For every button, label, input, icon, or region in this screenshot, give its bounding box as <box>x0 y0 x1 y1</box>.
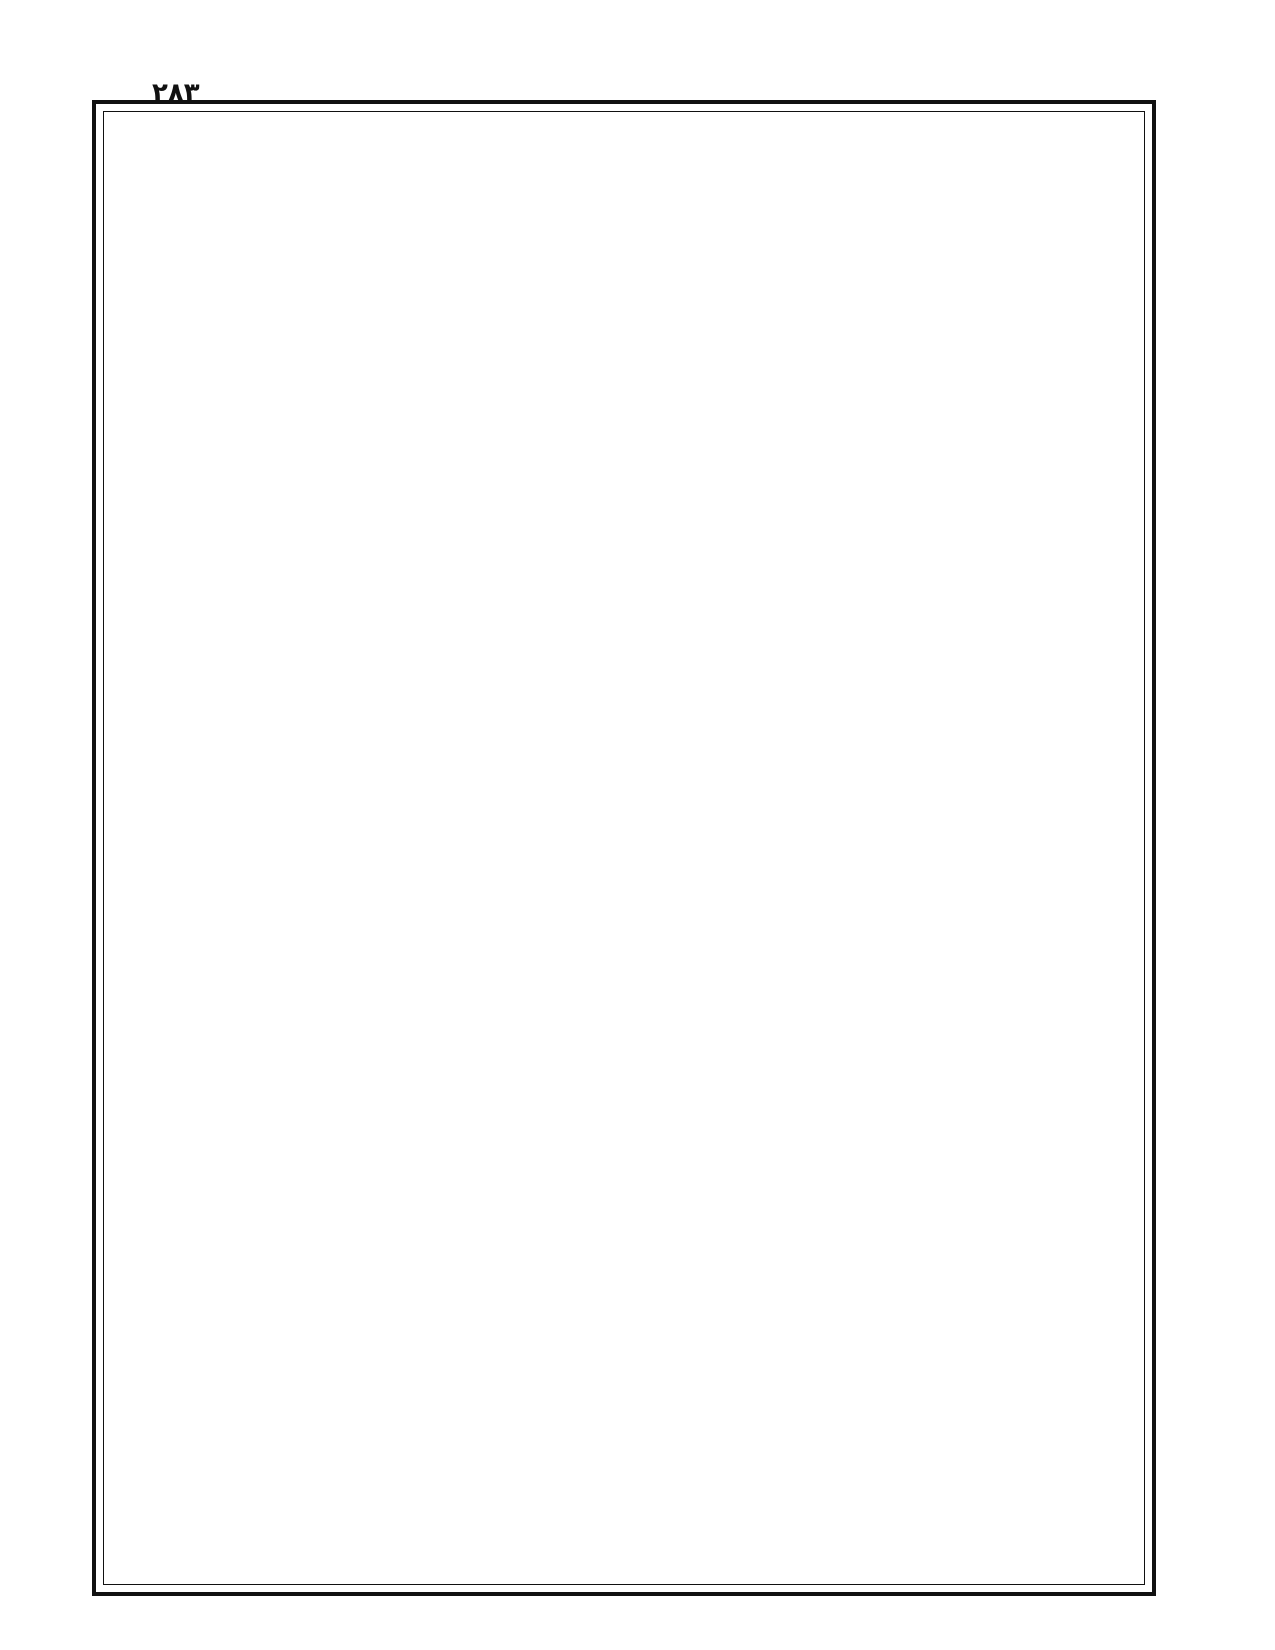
text-line-33 <box>118 1489 1130 1527</box>
text-line-10 <box>118 511 1130 549</box>
text-line-8 <box>118 426 1130 464</box>
text-line-34 <box>118 1532 1130 1570</box>
text-line-4 <box>118 256 1130 294</box>
text-line-21 <box>118 979 1130 1017</box>
text-line-19 <box>118 894 1130 932</box>
text-line-15 <box>118 723 1130 761</box>
page-border-outer <box>92 100 1156 1596</box>
text-line-22 <box>118 1021 1130 1059</box>
text-line-20 <box>118 936 1130 974</box>
text-line-24 <box>118 1106 1130 1144</box>
text-line-16 <box>118 766 1130 804</box>
text-line-13 <box>118 638 1130 676</box>
text-line-18 <box>118 851 1130 889</box>
text-line-12 <box>118 596 1130 634</box>
text-line-1 <box>118 128 1130 166</box>
text-line-17 <box>118 809 1130 847</box>
text-line-14 <box>118 681 1130 719</box>
text-line-3 <box>118 213 1130 251</box>
page-number: ٢٨٣ <box>152 78 200 108</box>
text-line-32 <box>118 1446 1130 1484</box>
text-line-27 <box>118 1234 1130 1272</box>
text-line-28 <box>118 1276 1130 1314</box>
text-line-25 <box>118 1149 1130 1187</box>
text-line-6 <box>118 341 1130 379</box>
text-line-30 <box>118 1361 1130 1399</box>
text-line-5 <box>118 298 1130 336</box>
text-line-29 <box>118 1319 1130 1357</box>
text-line-23 <box>118 1064 1130 1102</box>
body-text <box>118 128 1130 1570</box>
text-line-9 <box>118 468 1130 506</box>
text-line-26 <box>118 1191 1130 1229</box>
text-line-11 <box>118 553 1130 591</box>
text-line-7 <box>118 383 1130 421</box>
page-border-inner <box>103 111 1145 1585</box>
text-line-2 <box>118 171 1130 209</box>
text-line-31 <box>118 1404 1130 1442</box>
